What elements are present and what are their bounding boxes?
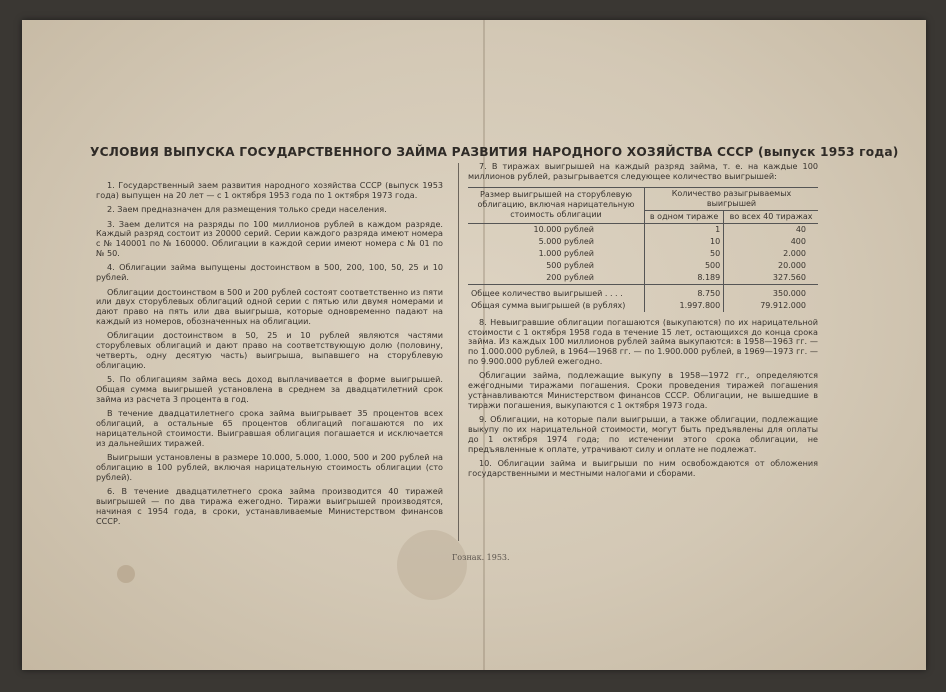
header-one-draw: в одном тираже xyxy=(645,210,724,223)
conditions-right-column xyxy=(468,162,818,483)
table-row xyxy=(468,284,818,300)
clause: Выигрыши установлены в размере 10.000, 5.000, 1.000, 500 и 200 рублей на облигацию в 100 рублей, включая нарицательную стоимость облигации (сто рублей). xyxy=(96,452,443,482)
clause: 3. Заем делится на разряды по 100 миллионов рублей в каждом разряде. Каждый разряд состоит из 20000 серий. Серии каждого разряда имеют номера с № 140001 по № 160000. Облигации в каждой серии имеют номера с № 01 по № 50. xyxy=(96,218,443,259)
total-count-label: Общее количество выигрышей . . . . xyxy=(471,288,623,298)
prize-size: 1.000 рублей xyxy=(538,248,594,258)
count-one: 1 xyxy=(645,223,724,236)
table-row xyxy=(468,260,818,272)
clause: 5. По облигациям займа весь доход выплачивается в форме выигрышей. Общая сумма выигрышей установлена в среднем за двадцатилетний срок займа из расчета 3 процента в год. xyxy=(96,374,443,405)
clause: 6. В течение двадцатилетнего срока займа производится 40 тиражей выигрышей — по два тиража ежегодно. Тиражи выигрышей производятся, начиная с 1954 года, в сроки, устанавливаемые Министерством финансов СССР. xyxy=(96,486,443,526)
prize-size: 10.000 рублей xyxy=(533,224,594,234)
clause: 8. Невыигравшие облигации погашаются (выкупаются) по их нарицательной стоимости с 1 октября 1958 года в течение 15 лет, остающихся до конца срока займа. Из каждых 100 миллионов рублей займа выкупаются: в 1958—1963 гг. — по 1.000.000 рублей, в 1964—1968 гг. — по 1.900.000 рублей, в 1969—1973 гг. — по 9.900.000 рублей ежегодно. xyxy=(468,316,818,367)
header-prize-count: Количество разыгрываемых выигрышей xyxy=(645,187,819,210)
stain xyxy=(397,530,467,600)
stain xyxy=(117,565,135,583)
count-one: 500 xyxy=(645,260,724,272)
count-all: 327.560 xyxy=(724,272,818,285)
count-all: 400 xyxy=(724,236,818,248)
count-one: 10 xyxy=(645,236,724,248)
printer-imprint: Гознак. 1953. xyxy=(452,553,510,562)
total-sum-one: 1.997.800 xyxy=(645,300,724,312)
total-count-all: 350.000 xyxy=(724,284,818,300)
clause: 7. В тиражах выигрышей на каждый разряд займа, т. е. на каждые 100 миллионов рублей, разыгрывается следующее количество выигрышей: xyxy=(468,161,818,181)
count-all: 20.000 xyxy=(724,260,818,272)
count-all: 40 xyxy=(724,223,818,236)
total-sum-label: Общая сумма выигрышей (в рублях) xyxy=(471,300,626,310)
table-row xyxy=(468,223,818,236)
table-row xyxy=(468,300,818,312)
count-one: 50 xyxy=(645,248,724,260)
clause: Облигации достоинством в 500 и 200 рублей состоят соответственно из пяти или двух сторублевых облигаций одной серии с пятью или двумя номерами и дают право на пять или два выигрыша, которые одновременно падают на каждый из номеров, обозначенных на облигации. xyxy=(96,286,443,327)
table-row xyxy=(468,248,818,260)
document-title: УСЛОВИЯ ВЫПУСКА ГОСУДАРСТВЕННОГО ЗАЙМА РАЗВИТИЯ НАРОДНОГО ХОЗЯЙСТВА СССР (выпуск 1953 года) xyxy=(90,145,899,159)
prize-table xyxy=(468,187,818,312)
column-divider xyxy=(458,163,459,541)
conditions-left-column xyxy=(96,181,443,531)
clause: 2. Заем предназначен для размещения только среди населения. xyxy=(107,204,387,215)
table-row xyxy=(468,272,818,285)
prize-size: 200 рублей xyxy=(546,272,594,282)
header-all-draws: во всех 40 тиражах xyxy=(724,210,818,223)
prize-size: 5.000 рублей xyxy=(538,236,594,246)
clause: 1. Государственный заем развития народного хозяйства СССР (выпуск 1953 года) выпущен на 20 лет — с 1 октября 1953 года по 1 октября 1973 года. xyxy=(96,180,443,200)
count-all: 2.000 xyxy=(724,248,818,260)
clause: Облигации займа, подлежащие выкупу в 1958—1972 гг., определяются ежегодными тиражами погашения. Сроки проведения тиражей погашения устанавливаются Министерством финансов СССР. Облигации, не вышедшие в тиражи погашения, выкупаются с 1 октября 1973 года. xyxy=(468,370,818,410)
table-row xyxy=(468,236,818,248)
clause: В течение двадцатилетнего срока займа выигрывает 35 процентов всех облигаций, а остальные 65 процентов облигаций погашаются по их нарицательной стоимости. Выигравшая облигация погашается и исключается из дальнейших тиражей. xyxy=(96,408,443,448)
total-count-one: 8.750 xyxy=(645,284,724,300)
total-sum-all: 79.912.000 xyxy=(724,300,818,312)
header-prize-size: Размер выигрышей на сторублевую облигацию, включая нарицательную стоимость облигации xyxy=(468,187,645,223)
prize-size: 500 рублей xyxy=(546,260,594,270)
clause: 10. Облигации займа и выигрыши по ним освобождаются от обложения государственными и местными налогами и сборами. xyxy=(468,458,818,478)
count-one: 8.189 xyxy=(645,272,724,285)
clause: 4. Облигации займа выпущены достоинством в 500, 200, 100, 50, 25 и 10 рублей. xyxy=(96,262,443,283)
clause: 9. Облигации, на которые пали выигрыши, а также облигации, подлежащие выкупу по их нарицательной стоимости, могут быть предъявлены для оплаты до 1 октября 1974 года; по истечении этого срока облигации, не предъявленные к оплате, утрачивают силу и оплате не подлежат. xyxy=(468,414,818,454)
clause: Облигации достоинством в 50, 25 и 10 рублей являются частями сторублевых облигаций и дают право на соответствующую долю (половину, четверть, одну десятую часть) выигрыша, выпавшего на сторублевую облигацию. xyxy=(96,330,443,370)
